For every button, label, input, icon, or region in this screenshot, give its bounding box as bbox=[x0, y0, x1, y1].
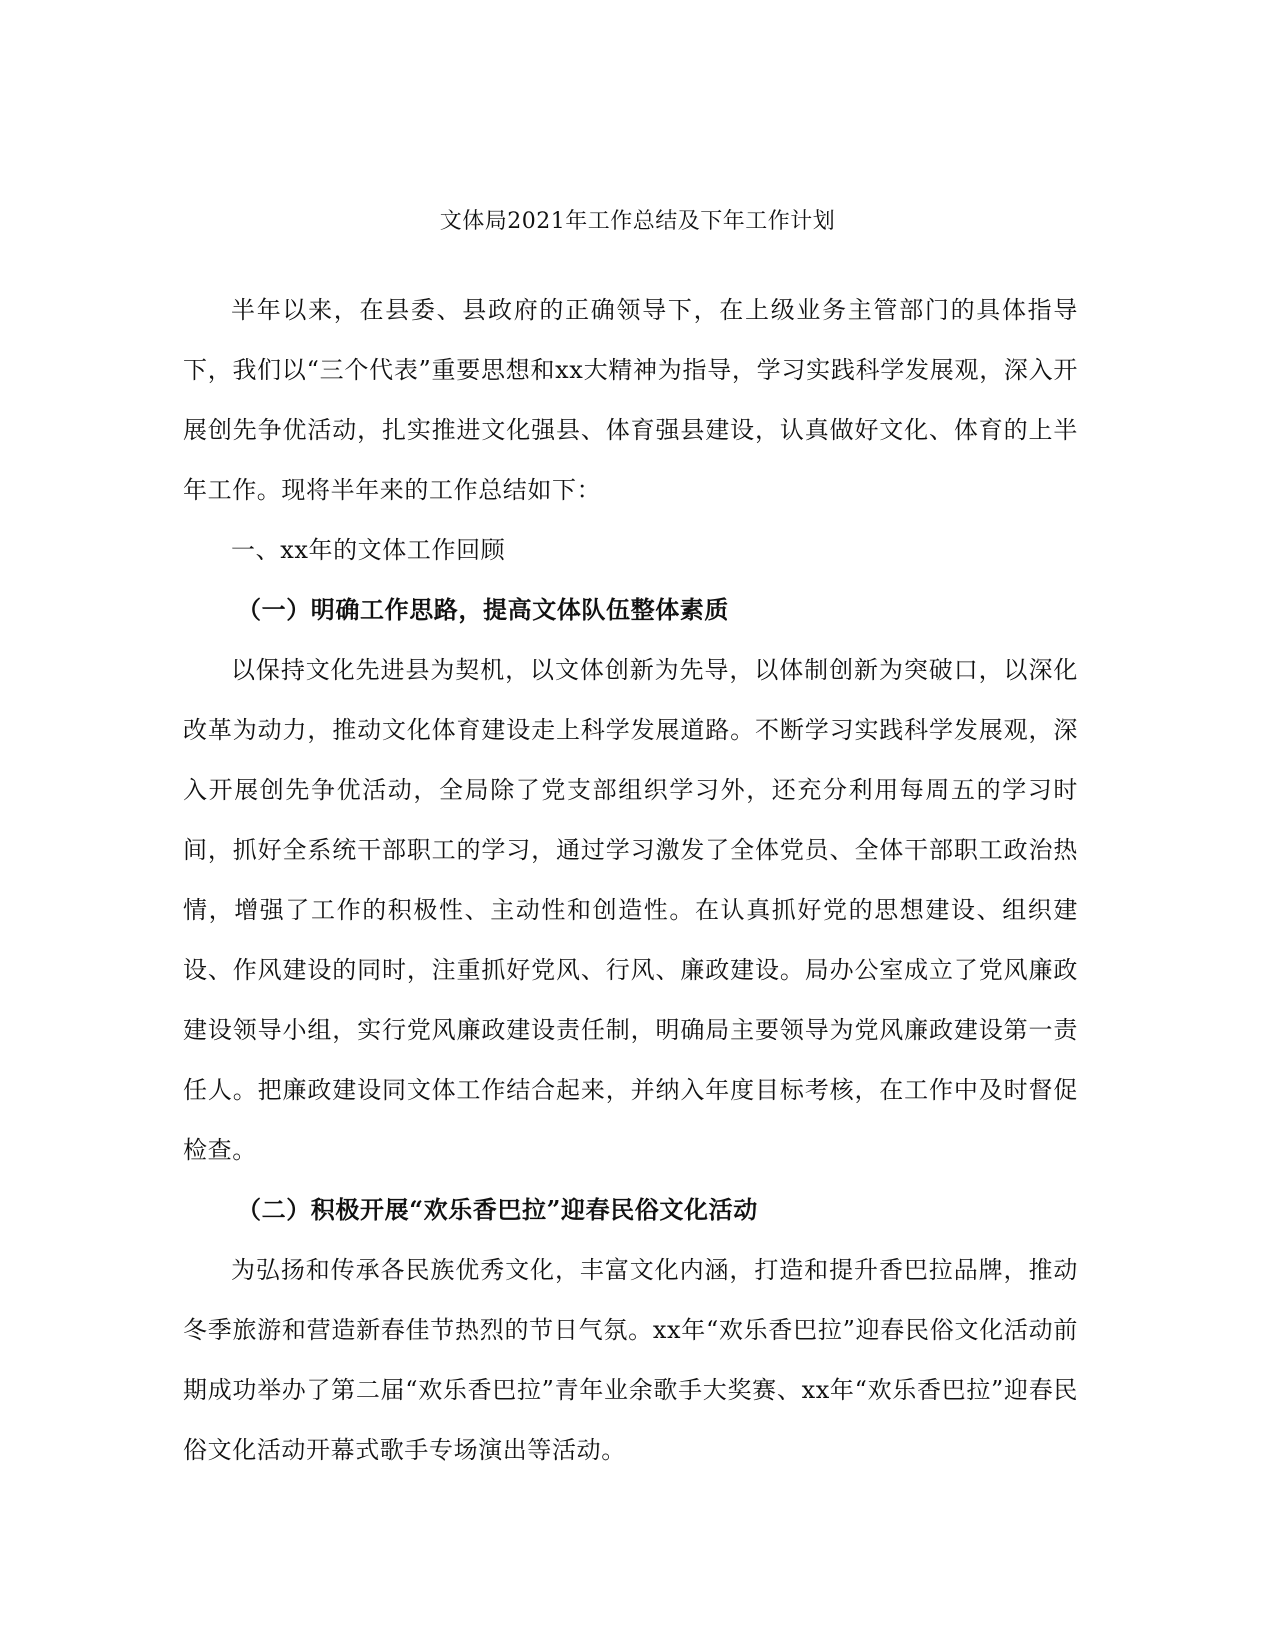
paragraph-subsection-2: 为弘扬和传承各民族优秀文化，丰富文化内涵，打造和提升香巴拉品牌，推动冬季旅游和营造新春佳节热烈的节日气氛。xx年“欢乐香巴拉”迎春民俗文化活动前期成功举办了第二届“欢乐香巴拉”青年业余歌手大奖赛、xx年“欢乐香巴拉”迎春民俗文化活动开幕式歌手专场演出等活动。 bbox=[183, 1256, 1078, 1464]
paragraph-intro: 半年以来，在县委、县政府的正确领导下，在上级业务主管部门的具体指导下，我们以“三个代表”重要思想和xx大精神为指导，学习实践科学发展观，深入开展创先争优活动，扎实推进文化强县、体育强县建设，认真做好文化、体育的上半年工作。现将半年来的工作总结如下： bbox=[183, 296, 1078, 504]
subsection-heading-1: （一）明确工作思路，提高文体队伍整体素质 bbox=[237, 595, 729, 624]
document-body bbox=[183, 280, 1078, 1480]
subsection-heading-2: （二）积极开展“欢乐香巴拉”迎春民俗文化活动 bbox=[237, 1195, 758, 1224]
paragraph-subsection-1: 以保持文化先进县为契机，以文体创新为先导，以体制创新为突破口，以深化改革为动力，推动文化体育建设走上科学发展道路。不断学习实践科学发展观，深入开展创先争优活动，全局除了党支部组织学习外，还充分利用每周五的学习时间，抓好全系统干部职工的学习，通过学习激发了全体党员、全体干部职工政治热情，增强了工作的积极性、主动性和创造性。在认真抓好党的思想建设、组织建设、作风建设的同时，注重抓好党风、行风、廉政建设。局办公室成立了党风廉政建设领导小组，实行党风廉政建设责任制，明确局主要领导为党风廉政建设第一责任人。把廉政建设同文体工作结合起来，并纳入年度目标考核，在工作中及时督促检查。 bbox=[183, 656, 1078, 1164]
document-title: 文体局2021年工作总结及下年工作计划 bbox=[439, 209, 836, 234]
section-heading-review: 一、xx年的文体工作回顾 bbox=[231, 536, 506, 564]
